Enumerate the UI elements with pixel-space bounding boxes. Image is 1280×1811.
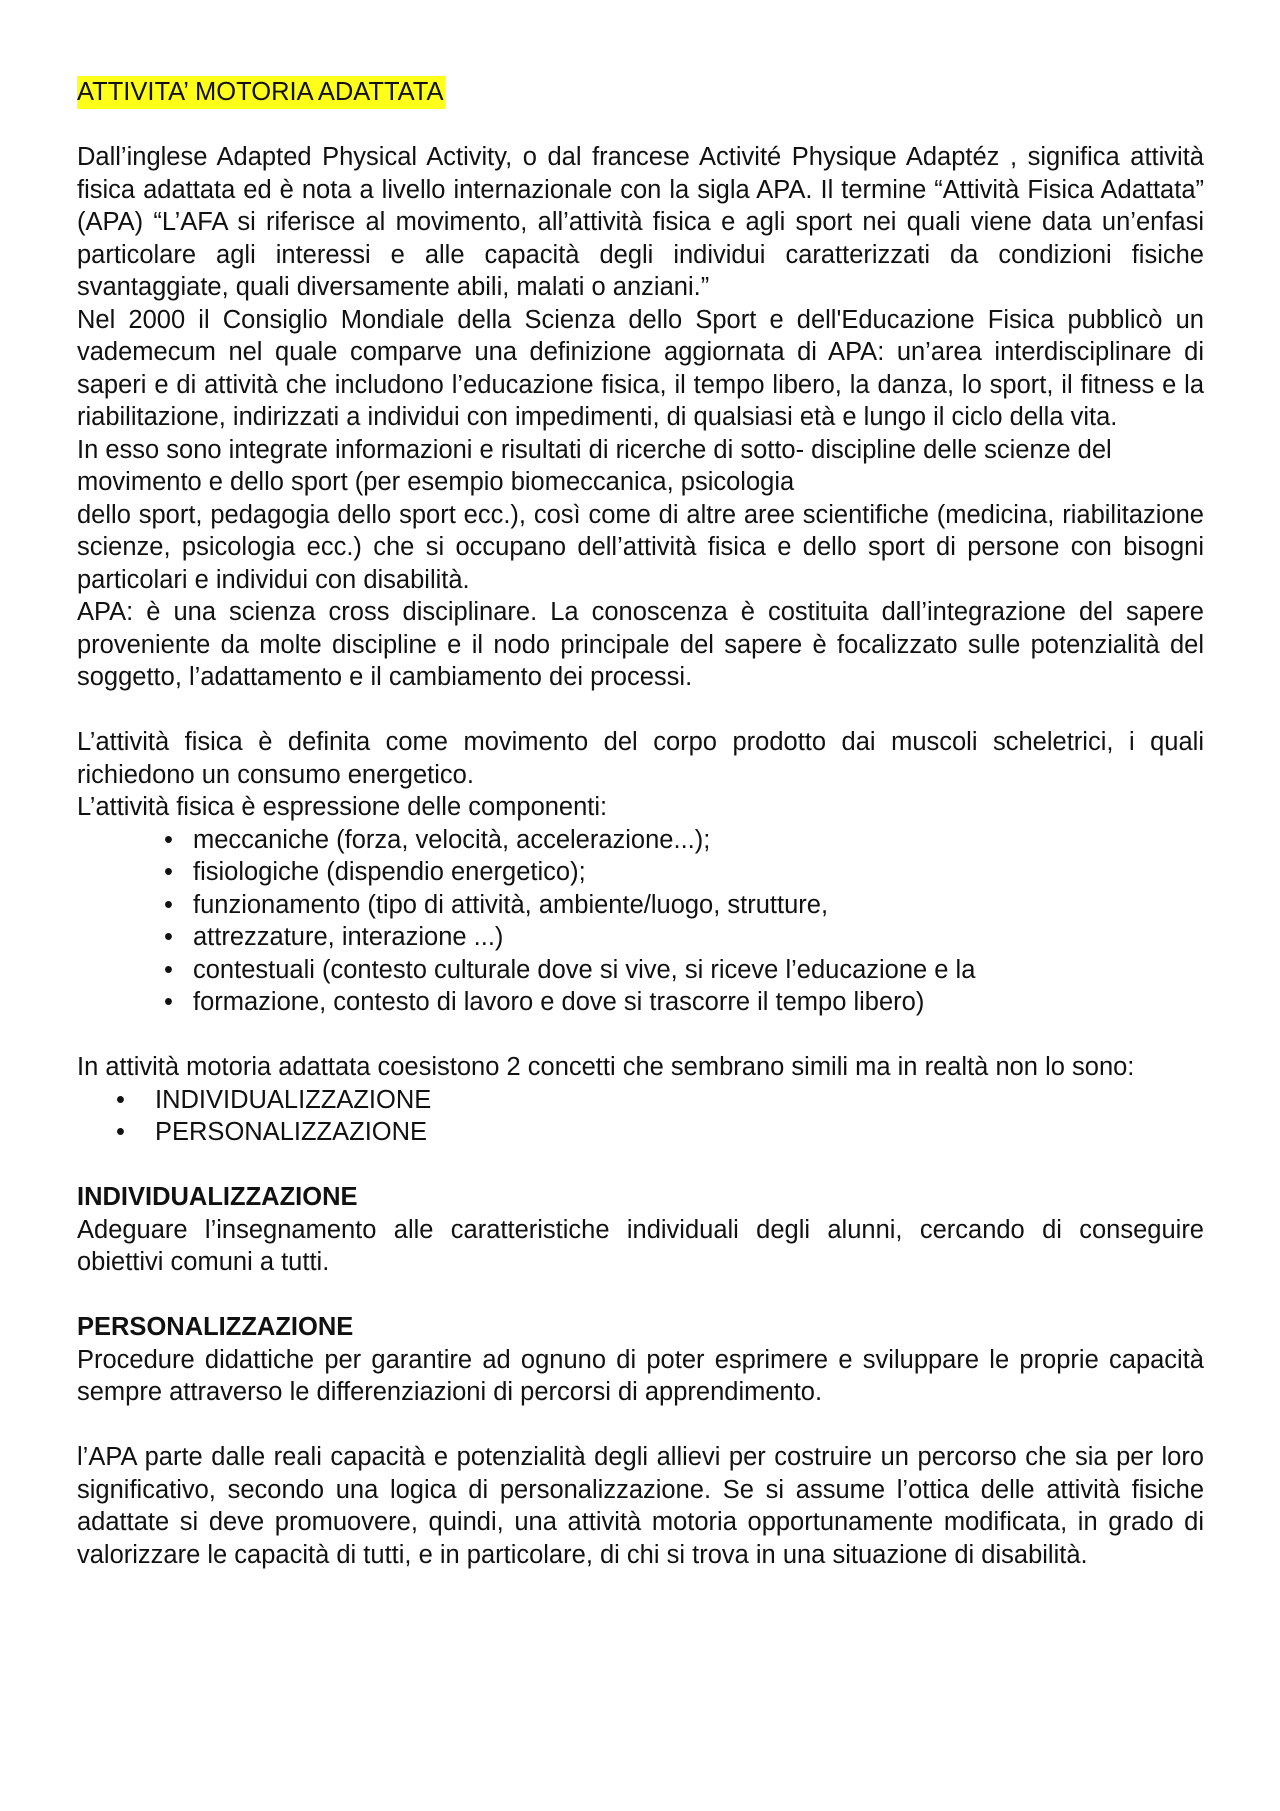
components-list bbox=[77, 824, 1204, 1019]
spacer bbox=[77, 1409, 1204, 1442]
spacer bbox=[77, 694, 1204, 727]
section-heading-individualizzazione: INDIVIDUALIZZAZIONE bbox=[77, 1183, 358, 1211]
personalizzazione-text: Procedure didattiche per garantire ad ognuno di poter esprimere e sviluppare le proprie capacità sempre attraverso le differenziazioni di percorsi di apprendimento. bbox=[77, 1345, 1204, 1406]
list-item: • contestuali (contesto culturale dove si vive, si riceve l’educazione e la bbox=[77, 954, 1204, 987]
list-item: • funzionamento (tipo di attività, ambiente/luogo, strutture, bbox=[77, 889, 1204, 922]
list-item: • attrezzature, interazione ...) bbox=[77, 921, 1204, 954]
spacer bbox=[77, 1019, 1204, 1052]
intro-paragraph: dello sport, pedagogia dello sport ecc.), così come di altre aree scientifiche (medicina, riabilitazione scienze, psicologia ecc.) che si occupano dell’attività fisica e dello sport di persone con bisogni particolari e individui con disabilità. bbox=[77, 500, 1204, 594]
intro-paragraph: Dall’inglese Adapted Physical Activity, o dal francese Activité Physique Adaptéz , significa attività fisica adattata ed è nota a livello internazionale con la sigla APA. Il termine “Attività Fisica Adattata” (APA) “L’AFA si riferisce al movimento, all’attività fisica e agli sport nei quali viene data un’enfasi particolare agli interessi e alle capacità degli individui caratterizzati da condizioni fisiche svantaggiate, quali diversamente abili, malati o anziani.” bbox=[77, 143, 1204, 301]
components-intro: L’attività fisica è espressione delle componenti: bbox=[77, 793, 608, 821]
list-item: • formazione, contesto di lavoro e dove si trascorre il tempo libero) bbox=[77, 986, 1204, 1019]
section-heading-personalizzazione: PERSONALIZZAZIONE bbox=[77, 1313, 354, 1341]
list-item: • meccaniche (forza, velocità, accelerazione...); bbox=[77, 824, 1204, 857]
conclusion-paragraph: l’APA parte dalle reali capacità e potenzialità degli allievi per costruire un percorso che sia per loro significativo, secondo una logica di personalizzazione. Se si assume l’ottica delle attività fisiche adattate si deve promuovere, quindi, una attività motoria opportunamente modificata, in grado di valorizzare le capacità di tutti, e in particolare, di chi si trova in una situazione di disabilità. bbox=[77, 1443, 1204, 1569]
intro-paragraph: In esso sono integrate informazioni e risultati di ricerche di sotto- discipline delle scienze del movimento e dello sport (per esempio biomeccanica, psicologia bbox=[77, 435, 1112, 496]
intro-paragraph: APA: è una scienza cross disciplinare. La conoscenza è costituita dall’integrazione del sapere proveniente da molte discipline e il nodo principale del sapere è focalizzato sulle potenzialità del soggetto, l’adattamento e il cambiamento dei processi. bbox=[77, 598, 1204, 691]
intro-paragraph: Nel 2000 il Consiglio Mondiale della Scienza dello Sport e dell'Educazione Fisica pubblicò un vademecum nel quale comparve una definizione aggiornata di APA: un’area interdisciplinare di saperi e di attività che includono l’educazione fisica, il tempo libero, la danza, lo sport, il fitness e la riabilitazione, indirizzati a individui con impedimenti, di qualsiasi età e lungo il ciclo della vita. bbox=[77, 305, 1204, 431]
spacer bbox=[77, 109, 1204, 142]
spacer bbox=[77, 1149, 1204, 1182]
list-item: • PERSONALIZZAZIONE bbox=[77, 1116, 1204, 1149]
list-item: • INDIVIDUALIZZAZIONE bbox=[77, 1084, 1204, 1117]
concepts-list bbox=[77, 1084, 1204, 1149]
list-item: • fisiologiche (dispendio energetico); bbox=[77, 856, 1204, 889]
spacer bbox=[77, 1279, 1204, 1312]
physical-activity-definition: L’attività fisica è definita come movimento del corpo prodotto dai muscoli scheletrici, i quali richiedono un consumo energetico. bbox=[77, 728, 1204, 789]
page-title: ATTIVITA’ MOTORIA ADATTATA bbox=[77, 76, 445, 109]
concepts-intro: In attività motoria adattata coesistono 2 concetti che sembrano simili ma in realtà non lo sono: bbox=[77, 1053, 1135, 1081]
individualizzazione-text: Adeguare l’insegnamento alle caratteristiche individuali degli alunni, cercando di conseguire obiettivi comuni a tutti. bbox=[77, 1215, 1204, 1276]
